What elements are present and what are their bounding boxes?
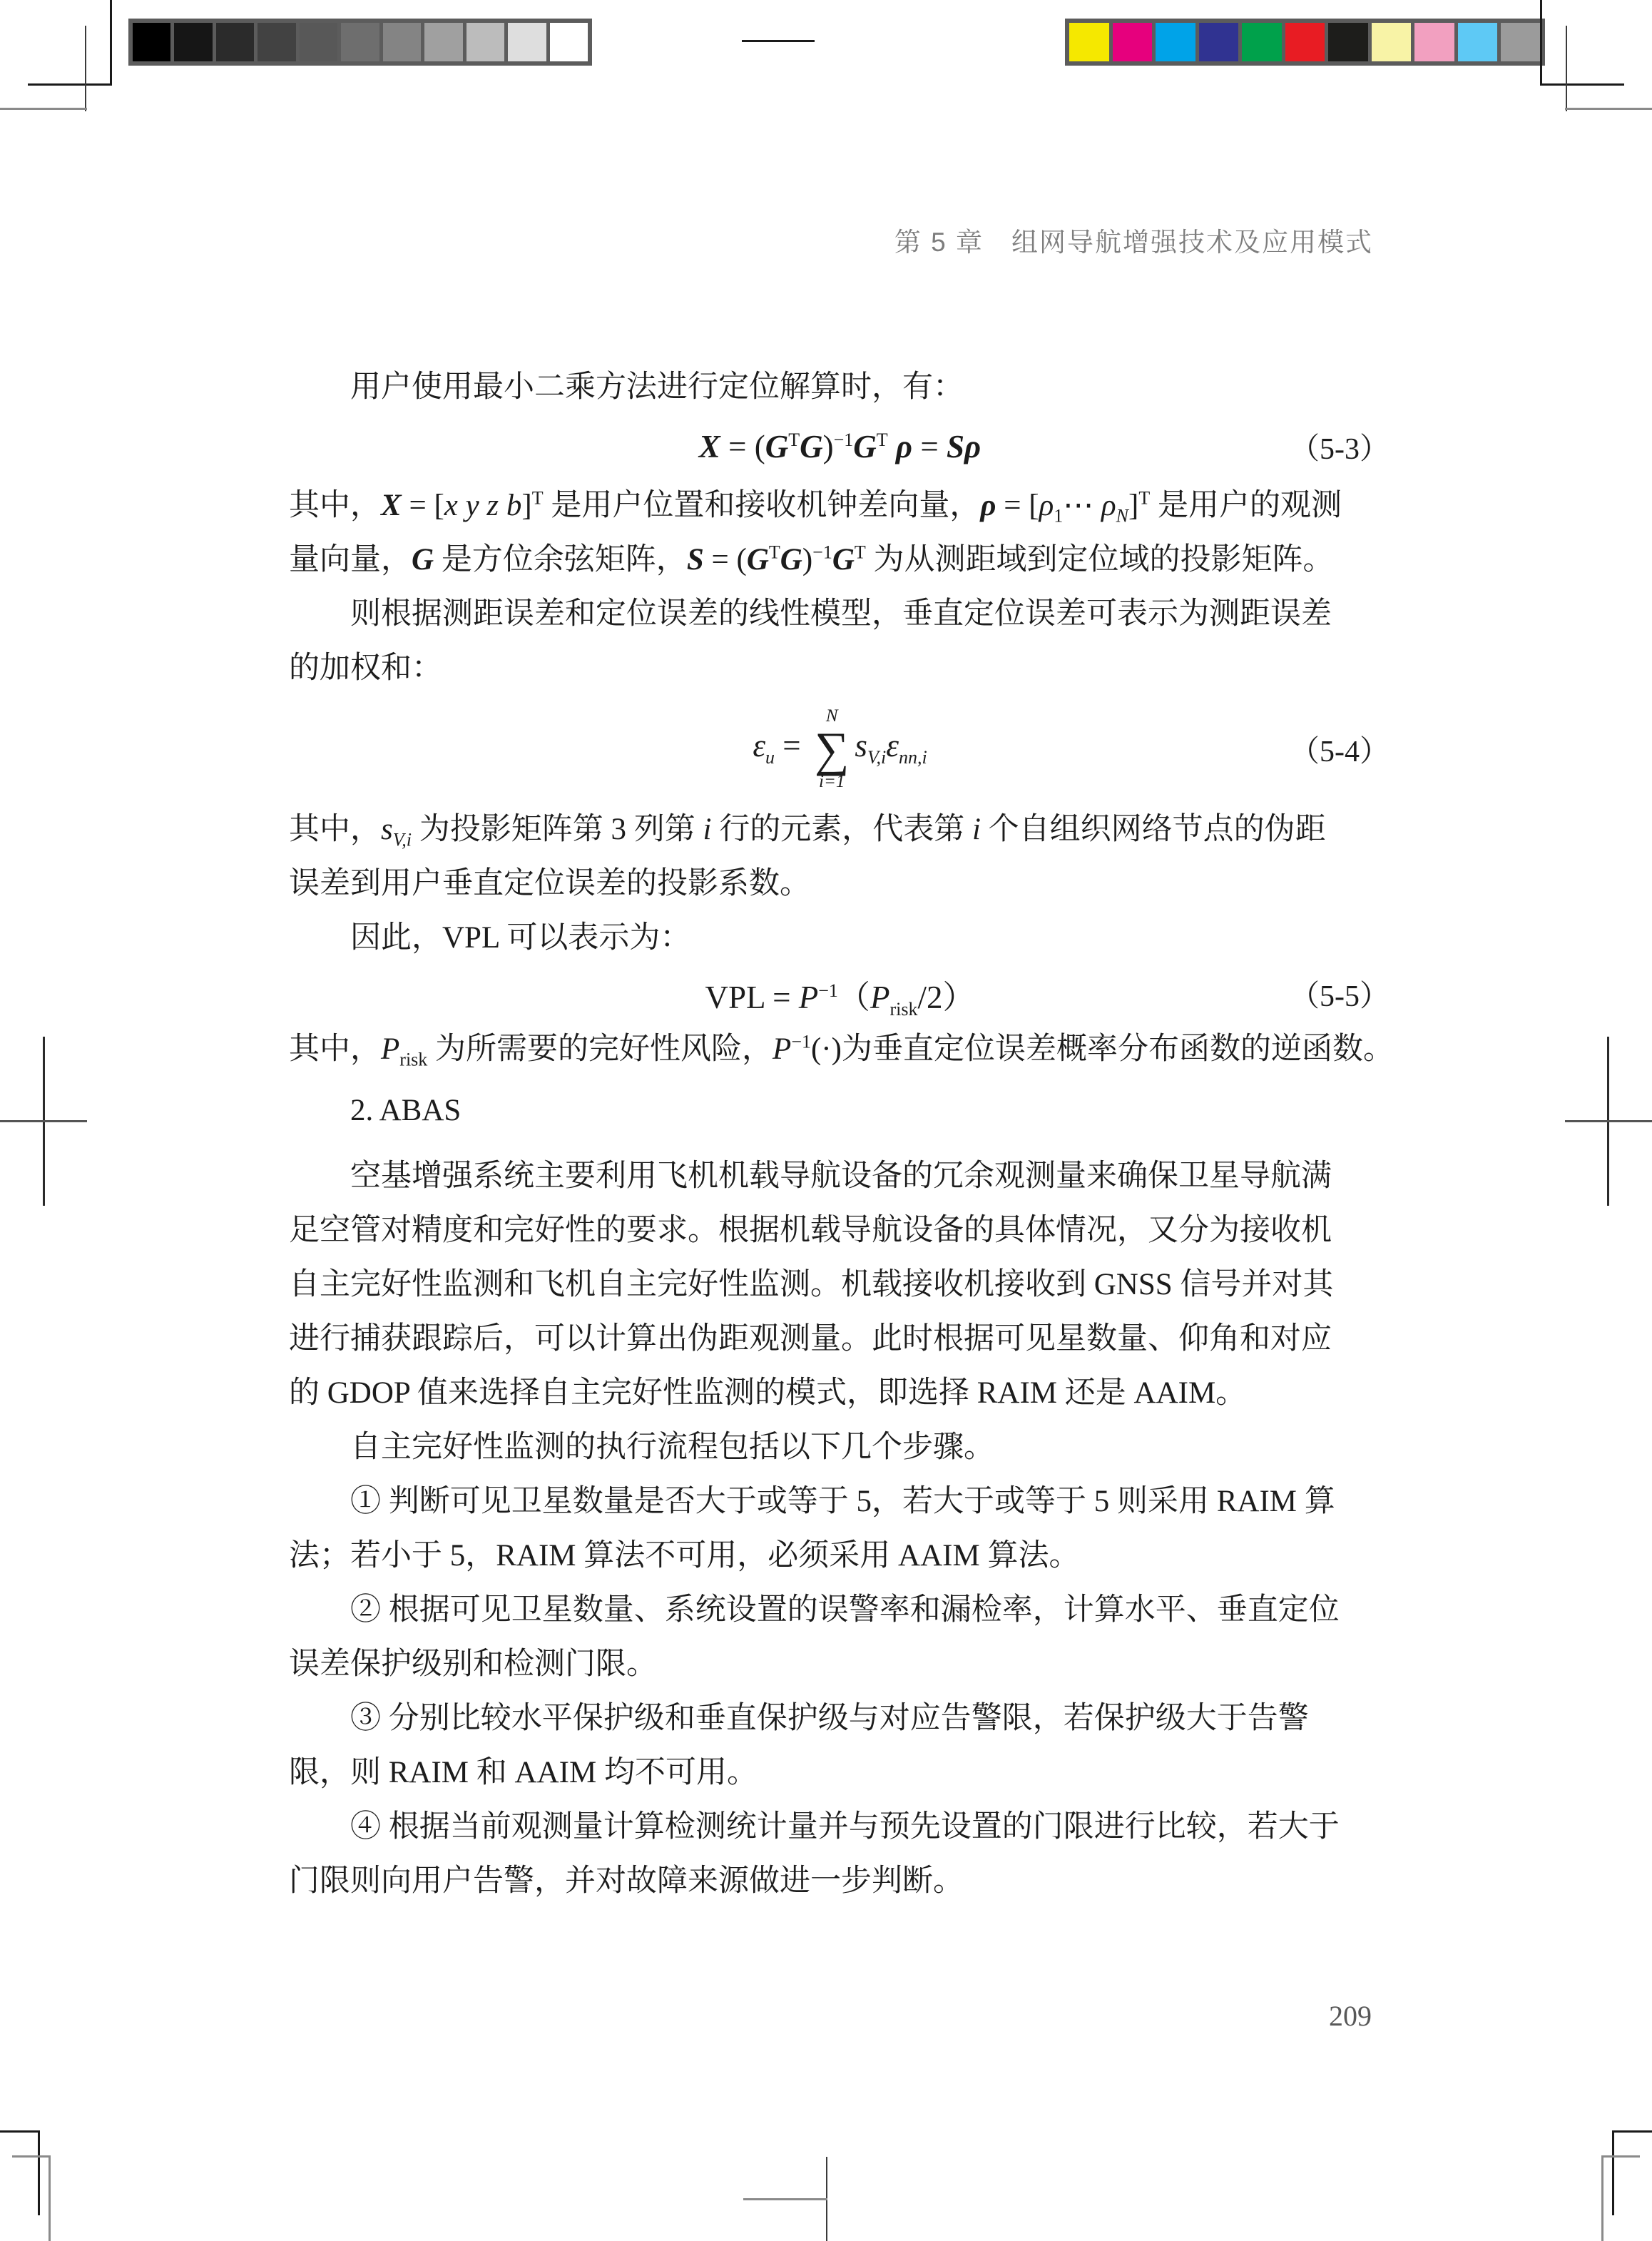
- text-line: 因此，VPL 可以表示为：: [350, 921, 691, 955]
- text-token: u: [765, 747, 775, 768]
- text-token: ρ: [964, 429, 981, 464]
- text-token: ）: [942, 979, 975, 1015]
- text-line: 误差到用户垂直定位误差的投影系数。: [289, 867, 810, 900]
- crop-mark-top-left-vertical: [110, 0, 112, 86]
- text-token: i: [972, 813, 981, 846]
- text-token: G: [780, 543, 802, 576]
- text-token: ]: [1128, 489, 1139, 522]
- text-token: T: [854, 542, 866, 563]
- calibration-swatch: [424, 23, 462, 61]
- text-token: i: [703, 813, 712, 846]
- text-token: 量向量，: [289, 543, 412, 576]
- text-token: P: [381, 1032, 400, 1066]
- text-line: 自主完好性监测和飞机自主完好性监测。机载接收机接收到 GNSS 信号并对其: [289, 1268, 1334, 1301]
- text-token: P: [870, 979, 890, 1015]
- text-token: P: [798, 979, 819, 1015]
- text-line: 则根据测距误差和定位误差的线性模型，垂直定位误差可表示为测距误差: [350, 597, 1332, 631]
- calibration-swatch: [341, 23, 379, 61]
- color-calibration-bar: [1065, 19, 1545, 66]
- text-token: ε: [753, 728, 766, 764]
- text-token: risk: [399, 1049, 428, 1070]
- registration-cross-right-horizontal: [1565, 1120, 1652, 1122]
- text-token: ρ: [1039, 489, 1054, 522]
- text-token: 为所需要的完好性风险，: [427, 1032, 773, 1066]
- text-token: [888, 429, 896, 464]
- text-token: ]: [521, 489, 532, 522]
- text-line: ④ 根据当前观测量计算检测统计量并与预先设置的门限进行比较，若大于: [350, 1810, 1340, 1844]
- equation-body: [705, 971, 975, 1020]
- text-token: G: [412, 543, 434, 576]
- text-line: [289, 533, 1391, 587]
- calibration-swatch: [1069, 23, 1109, 61]
- text-token: 其中，: [289, 489, 381, 522]
- text-token: (·): [810, 1032, 842, 1066]
- crop-mark-top-right-vertical-thin: [1566, 26, 1567, 111]
- calibration-swatch: [1372, 23, 1412, 61]
- equation-body: [699, 428, 981, 465]
- registration-mark-top-center: [742, 40, 815, 42]
- crop-mark-bottom-right-gray-vertical: [1601, 2155, 1603, 2241]
- crop-mark-top-right-gray: [1565, 108, 1652, 110]
- text-token: =: [912, 429, 947, 464]
- text-line: 法；若小于 5，RAIM 算法不可用，必须采用 AAIM 算法。: [289, 1539, 1080, 1572]
- calibration-swatch: [383, 23, 421, 61]
- text-token: 1: [1054, 505, 1064, 527]
- text-token: ): [802, 543, 813, 576]
- text-token: T: [531, 487, 544, 509]
- text-line: 误差保护级别和检测门限。: [289, 1647, 657, 1681]
- calibration-swatch: [466, 23, 504, 61]
- page-number: 209: [1329, 2000, 1372, 2032]
- calibration-swatch: [300, 23, 337, 61]
- text-token: X: [698, 429, 720, 464]
- calibration-swatch: [133, 23, 170, 61]
- text-token: V,i: [867, 747, 887, 768]
- text-token: G: [765, 429, 789, 464]
- text-token: ⋯: [1063, 489, 1102, 522]
- registration-cross-left-horizontal: [0, 1120, 87, 1122]
- text-line: 自主完好性监测的执行流程包括以下几个步骤。: [350, 1431, 994, 1464]
- text-token: nn,i: [898, 747, 927, 768]
- text-token: G: [853, 429, 877, 464]
- text-token: T: [1138, 487, 1151, 509]
- text-token: 是用户位置和接收机钟差向量，: [543, 489, 981, 522]
- crop-mark-top-left-horizontal: [28, 83, 112, 86]
- text-token: = [: [401, 489, 444, 522]
- calibration-swatch: [1285, 23, 1325, 61]
- calibration-swatch: [258, 23, 295, 61]
- text-token: G: [746, 543, 769, 576]
- text-line: ② 根据可见卫星数量、系统设置的误警率和漏检率，计算水平、垂直定位: [350, 1593, 1340, 1627]
- text-line: ③ 分别比较水平保护级和垂直保护级与对应告警限，若保护级大于告警: [350, 1702, 1309, 1735]
- crop-mark-top-left-gray: [0, 108, 87, 110]
- calibration-swatch: [1242, 23, 1282, 61]
- chapter-running-head: 第 5 章 组网导航增强技术及应用模式: [894, 228, 1373, 257]
- text-token: −1: [791, 1031, 811, 1052]
- calibration-swatch: [550, 23, 588, 61]
- crop-mark-bottom-left-gray-vertical: [49, 2155, 51, 2241]
- text-token: VPL =: [705, 979, 799, 1015]
- text-token: = (: [703, 543, 747, 576]
- text-token: N: [1116, 505, 1128, 527]
- text-token: s: [381, 813, 393, 846]
- text-token: V,i: [392, 829, 412, 850]
- text-token: = [: [996, 489, 1039, 522]
- text-token: ρ: [1101, 489, 1116, 522]
- text-token: −1: [818, 980, 838, 1001]
- equation-number: （5-3）: [1290, 433, 1390, 466]
- text-token: = (: [720, 429, 765, 464]
- text-token: 个自组织网络节点的伪距: [980, 813, 1326, 846]
- text-line: [289, 479, 1391, 533]
- text-line: 的加权和：: [289, 651, 442, 685]
- text-token: （: [837, 979, 870, 1015]
- text-line: 进行捕获跟踪后，可以计算出伪距观测量。此时根据可见星数量、仰角和对应: [289, 1322, 1332, 1356]
- text-token: 为从测距域到定位域的投影矩阵。: [865, 543, 1334, 576]
- crop-mark-top-left-vertical-thin: [85, 26, 86, 111]
- text-token: x y z b: [444, 489, 522, 522]
- calibration-swatch: [1328, 23, 1368, 61]
- text-token: ε: [886, 728, 899, 764]
- text-token: 行的元素，代表第: [711, 813, 972, 846]
- text-token: −1: [812, 542, 832, 563]
- calibration-swatch: [174, 23, 212, 61]
- equation-body: [753, 706, 927, 792]
- crop-mark-bottom-left-vertical: [38, 2130, 40, 2215]
- crop-mark-bottom-right-horizontal: [1613, 2130, 1652, 2133]
- summation-symbol: N ∑ i=1: [814, 706, 850, 792]
- text-line: 限，则 RAIM 和 AAIM 均不可用。: [289, 1756, 758, 1789]
- section-heading: 2. ABAS: [350, 1094, 462, 1127]
- text-token: ρ: [895, 429, 913, 464]
- text-line: 门限则向用户告警，并对故障来源做进一步判断。: [289, 1864, 964, 1898]
- crop-mark-bottom-left-horizontal: [0, 2130, 39, 2133]
- equation-eq53: [289, 415, 1391, 479]
- text-token: =: [775, 728, 809, 764]
- text-token: S: [686, 543, 704, 576]
- calibration-swatch: [1458, 23, 1498, 61]
- text-token: 为垂直定位误差概率分布函数的逆函数。: [841, 1032, 1394, 1066]
- text-token: 是用户的观测: [1150, 489, 1342, 522]
- text-line: 的 GDOP 值来选择自主完好性监测的模式，即选择 RAIM 还是 AAIM。: [289, 1376, 1247, 1410]
- registration-cross-bottom-center-horizontal: [743, 2198, 827, 2200]
- calibration-swatch: [1156, 23, 1195, 61]
- text-token: S: [946, 429, 964, 464]
- calibration-swatch: [508, 23, 546, 61]
- text-token: 是方位余弦矩阵，: [434, 543, 687, 576]
- text-line: [289, 1022, 1394, 1077]
- crop-mark-top-right-horizontal: [1540, 83, 1624, 86]
- text-token: −1: [833, 430, 854, 450]
- crop-mark-bottom-right-vertical: [1612, 2130, 1614, 2215]
- text-token: T: [788, 430, 800, 450]
- calibration-swatch: [1199, 23, 1239, 61]
- text-line: [289, 803, 1391, 857]
- equation-eq55: [289, 965, 1391, 1022]
- crop-mark-top-right-vertical: [1540, 0, 1542, 86]
- text-token: 为投影矩阵第 3 列第: [412, 813, 703, 846]
- text-token: 其中，: [289, 1032, 381, 1066]
- calibration-swatch: [1113, 23, 1153, 61]
- grayscale-calibration-bar: [128, 19, 592, 66]
- text-token: P: [773, 1032, 792, 1066]
- calibration-swatch: [216, 23, 254, 61]
- text-token: T: [876, 430, 888, 450]
- text-token: G: [800, 429, 823, 464]
- text-token: ρ: [980, 489, 996, 522]
- text-line: ① 判断可见卫星数量是否大于或等于 5，若大于或等于 5 则采用 RAIM 算: [350, 1485, 1335, 1518]
- equation-number: （5-4）: [1290, 736, 1390, 768]
- text-token: risk: [889, 998, 918, 1020]
- text-token: s: [855, 728, 867, 764]
- calibration-swatch: [1414, 23, 1454, 61]
- text-token: ): [822, 429, 834, 464]
- calibration-swatch: [1501, 23, 1541, 61]
- text-token: G: [832, 543, 855, 576]
- main-text-column: [289, 360, 1394, 1909]
- text-line: 用户使用最小二乘方法进行定位解算时，有：: [350, 370, 964, 404]
- crop-mark-bottom-right-gray-horizontal: [1602, 2155, 1640, 2158]
- equation-eq54: [289, 696, 1391, 803]
- text-line: 足空管对精度和完好性的要求。根据机载导航设备的具体情况，又分为接收机: [289, 1214, 1332, 1247]
- crop-mark-bottom-left-gray-horizontal: [12, 2155, 50, 2158]
- text-line: 空基增强系统主要利用飞机机载导航设备的冗余观测量来确保卫星导航满: [350, 1159, 1332, 1193]
- text-token: 其中，: [289, 813, 381, 846]
- text-token: T: [768, 542, 780, 563]
- text-token: X: [381, 489, 402, 522]
- equation-number: （5-5）: [1290, 980, 1390, 1013]
- text-token: /2: [917, 979, 943, 1015]
